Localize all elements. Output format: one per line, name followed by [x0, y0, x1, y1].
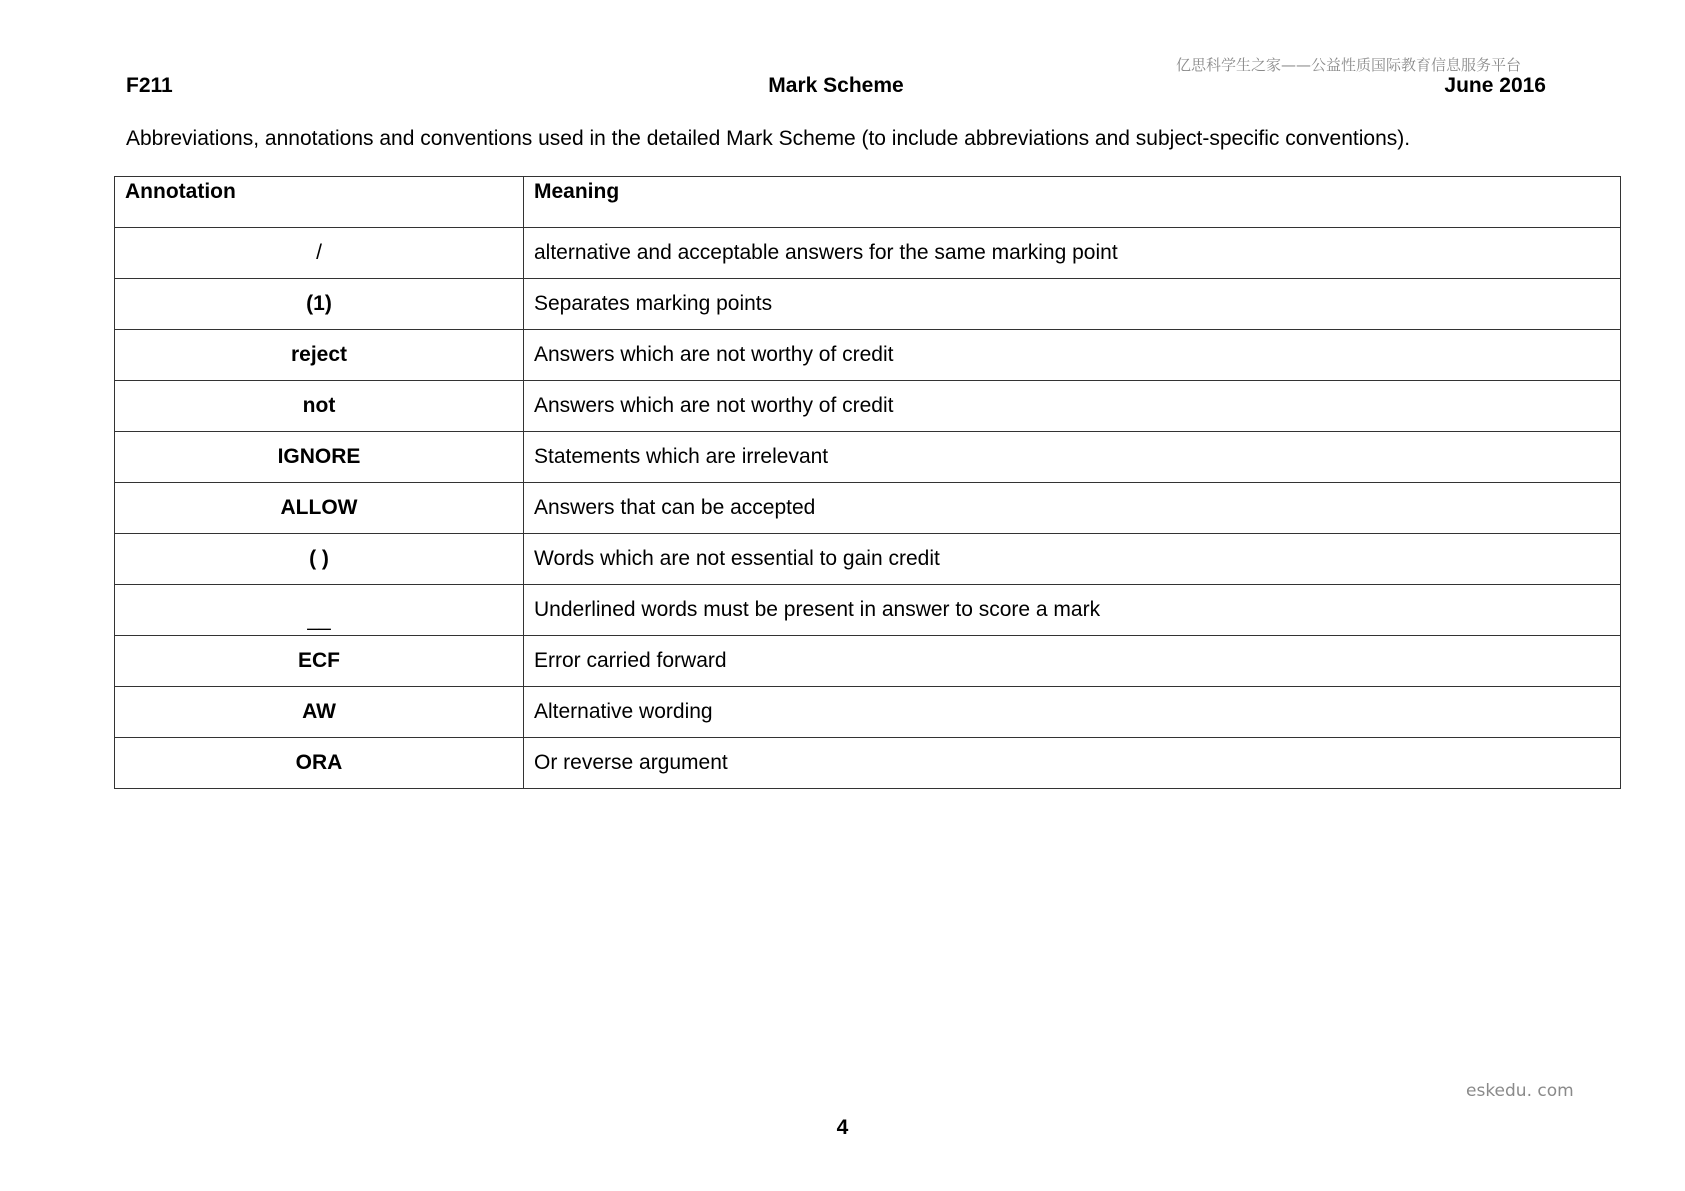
table-row — [115, 483, 1621, 534]
table-header-row — [115, 177, 1621, 228]
watermark-top: 亿思科学生之家——公益性质国际教育信息服务平台 — [1176, 56, 1522, 74]
table-row — [115, 636, 1621, 687]
page-title: Mark Scheme — [768, 74, 904, 97]
annotation-cell: not — [115, 381, 524, 432]
meaning-cell: Words which are not essential to gain credit — [524, 534, 1621, 585]
table-row — [115, 381, 1621, 432]
meaning-cell: Answers which are not worthy of credit — [524, 330, 1621, 381]
meaning-cell: Or reverse argument — [524, 738, 1621, 789]
meaning-cell: Statements which are irrelevant — [524, 432, 1621, 483]
column-header-annotation: Annotation — [115, 177, 524, 228]
annotation-cell: ALLOW — [115, 483, 524, 534]
page-header — [126, 74, 1546, 100]
annotation-cell: ECF — [115, 636, 524, 687]
meaning-cell: Alternative wording — [524, 687, 1621, 738]
watermark-bottom: eskedu. com — [1466, 1081, 1574, 1101]
paper-code: F211 — [126, 74, 173, 97]
meaning-cell: Answers which are not worthy of credit — [524, 381, 1621, 432]
table-row — [115, 330, 1621, 381]
meaning-cell: Separates marking points — [524, 279, 1621, 330]
meaning-cell: Underlined words must be present in answer to score a mark — [524, 585, 1621, 636]
annotation-cell: IGNORE — [115, 432, 524, 483]
annotation-cell: / — [115, 228, 524, 279]
annotations-table — [114, 176, 1621, 789]
table-row — [115, 687, 1621, 738]
column-header-meaning: Meaning — [524, 177, 1621, 228]
table-row — [115, 432, 1621, 483]
annotation-cell — [115, 585, 524, 636]
table-row — [115, 585, 1621, 636]
annotation-cell: (1) — [115, 279, 524, 330]
exam-date: June 2016 — [1444, 74, 1546, 97]
meaning-cell: alternative and acceptable answers for the same marking point — [524, 228, 1621, 279]
intro-text: Abbreviations, annotations and conventions used in the detailed Mark Scheme (to include abbreviations and subject-specific conventions). — [126, 127, 1411, 150]
annotation-cell: ( ) — [115, 534, 524, 585]
table-row — [115, 228, 1621, 279]
annotation-cell: reject — [115, 330, 524, 381]
meaning-cell: Error carried forward — [524, 636, 1621, 687]
table-row — [115, 738, 1621, 789]
meaning-cell: Answers that can be accepted — [524, 483, 1621, 534]
page-number: 4 — [836, 1116, 849, 1139]
table-row — [115, 279, 1621, 330]
underline-symbol: __ — [307, 608, 331, 631]
annotation-cell: ORA — [115, 738, 524, 789]
annotation-cell: AW — [115, 687, 524, 738]
table-row — [115, 534, 1621, 585]
